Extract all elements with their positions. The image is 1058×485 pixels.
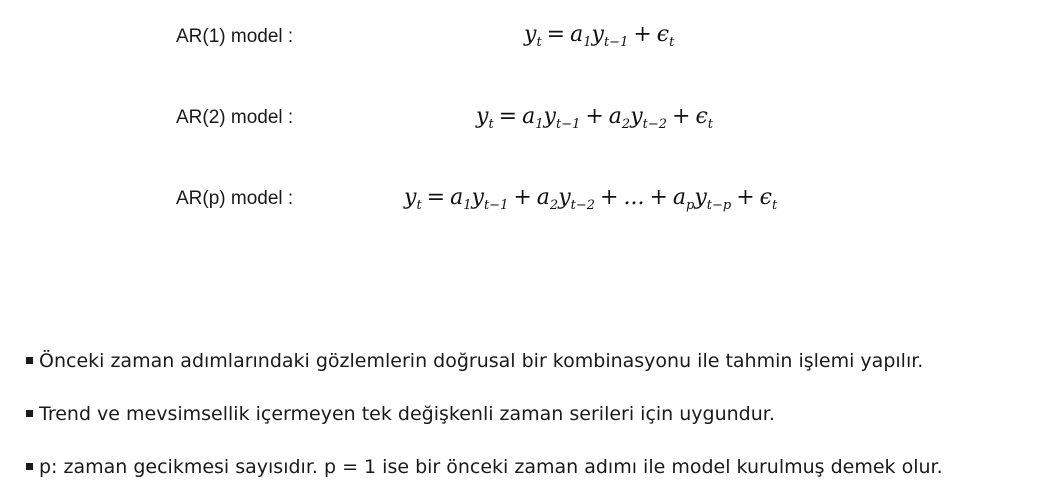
formula-equals: = bbox=[546, 22, 566, 47]
formula-coefficient-subscript: 2 bbox=[549, 198, 559, 213]
square-bullet-icon bbox=[26, 463, 33, 470]
formula-equals: = bbox=[498, 104, 518, 129]
formula-variable: y bbox=[630, 104, 643, 129]
formula-coefficient: ϵ bbox=[695, 104, 708, 129]
formula-coefficient-subscript: p bbox=[686, 198, 695, 213]
formula-variable: y bbox=[694, 185, 707, 210]
square-bullet-icon bbox=[26, 410, 33, 417]
formula-variable: y bbox=[471, 185, 484, 210]
bullet-text: Trend ve mevsimsellik içermeyen tek değişkenli zaman serileri için uygundur. bbox=[39, 403, 775, 425]
formula-coefficient: a bbox=[672, 185, 686, 210]
ar1-formula bbox=[524, 22, 675, 50]
formula-operator: + bbox=[585, 104, 604, 129]
formula-operator: + bbox=[513, 185, 532, 210]
square-bullet-icon bbox=[26, 357, 33, 364]
ar2-formula bbox=[476, 104, 714, 132]
bullet-item bbox=[26, 350, 923, 372]
formula-variable: y bbox=[591, 22, 604, 47]
formula-lhs-subscript: t bbox=[488, 117, 494, 132]
formula-coefficient-subscript: t bbox=[707, 117, 714, 132]
formula-operator: + bbox=[736, 185, 755, 210]
formula-variable-subscript: t−p bbox=[706, 198, 732, 213]
formula-coefficient-subscript: 1 bbox=[535, 117, 544, 132]
arp-model-label: AR(p) model : bbox=[176, 188, 294, 209]
formula-operator: + bbox=[633, 22, 652, 47]
bullet-item bbox=[26, 403, 775, 425]
formula-coefficient: ϵ bbox=[759, 185, 772, 210]
ar1-model-label: AR(1) model : bbox=[176, 26, 294, 47]
formula-variable-subscript: t−1 bbox=[603, 35, 629, 50]
formula-coefficient-subscript: t bbox=[771, 198, 778, 213]
formula-variable-subscript: t−1 bbox=[483, 198, 509, 213]
formula-lhs-subscript: t bbox=[536, 35, 542, 50]
formula-equals: = bbox=[426, 185, 446, 210]
bullet-item bbox=[26, 456, 943, 478]
formula-coefficient: a bbox=[608, 104, 622, 129]
formula-coefficient: a bbox=[570, 22, 584, 47]
formula-operator: + bbox=[600, 185, 619, 210]
formula-variable-subscript: t−2 bbox=[570, 198, 596, 213]
formula-lhs: y bbox=[524, 22, 537, 47]
formula-coefficient-subscript: 1 bbox=[463, 198, 472, 213]
formula-coefficient-subscript: 2 bbox=[621, 117, 631, 132]
formula-lhs: y bbox=[476, 104, 489, 129]
formula-coefficient: a bbox=[536, 185, 550, 210]
formula-coefficient-subscript: 1 bbox=[583, 35, 592, 50]
ar2-model-label: AR(2) model : bbox=[176, 107, 294, 128]
formula-coefficient: ϵ bbox=[656, 22, 670, 47]
formula-variable-subscript: t−1 bbox=[555, 117, 581, 132]
bullet-text: p: zaman gecikmesi sayısıdır. p = 1 ise bir önceki zaman adımı ile model kurulmuş demek olur. bbox=[39, 456, 943, 478]
formula-operator: + bbox=[649, 185, 668, 210]
formula-variable: y bbox=[558, 185, 571, 210]
formula-coefficient: a bbox=[522, 104, 536, 129]
arp-formula bbox=[404, 185, 778, 213]
formula-operator: + bbox=[672, 104, 691, 129]
formula-variable-subscript: t−2 bbox=[642, 117, 668, 132]
formula-coefficient-subscript: t bbox=[669, 35, 675, 50]
formula-coefficient: a bbox=[450, 185, 464, 210]
bullet-text: Önceki zaman adımlarındaki gözlemlerin doğrusal bir kombinasyonu ile tahmin işlemi yapılır. bbox=[39, 350, 924, 372]
formula-lhs-subscript: t bbox=[416, 198, 422, 213]
formula-variable: y bbox=[543, 104, 556, 129]
formula-lhs: y bbox=[404, 185, 417, 210]
formula-coefficient: ... bbox=[623, 185, 645, 210]
